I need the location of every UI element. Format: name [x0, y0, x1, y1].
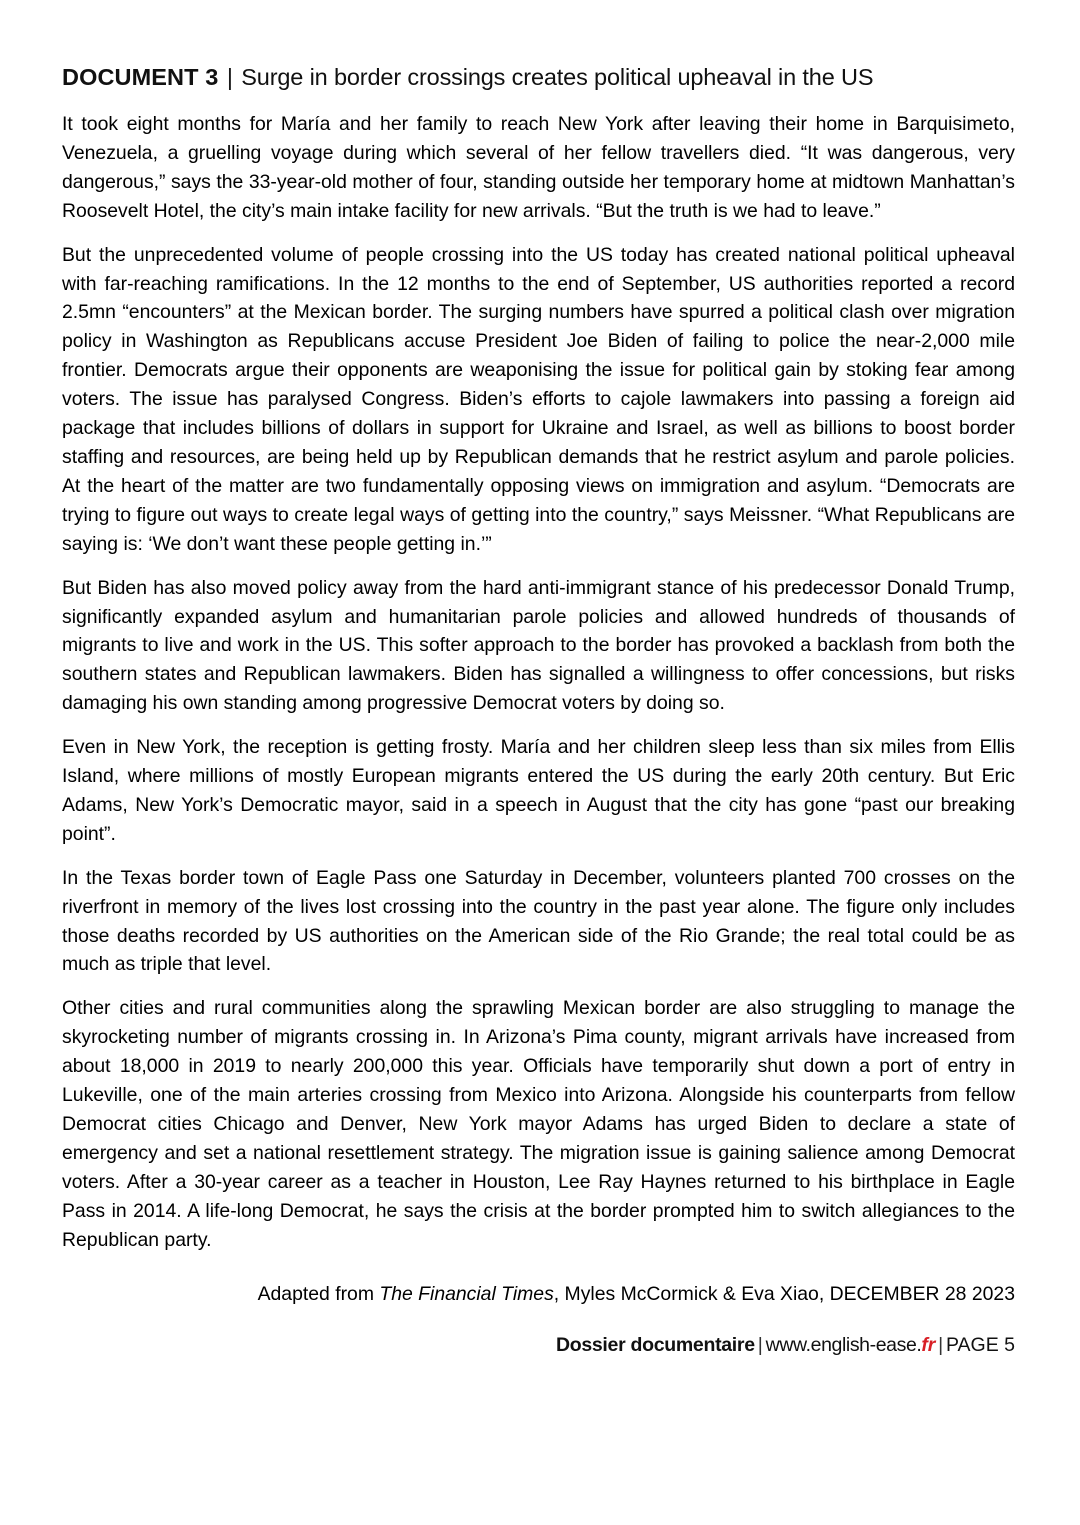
attribution-prefix: Adapted from: [257, 1282, 380, 1305]
attribution-source: The Financial Times: [379, 1282, 554, 1305]
paragraph: It took eight months for María and her family to reach New York after leaving their home in Barquisimeto, Venezuela, a gruelling voyage during which several of her fellow travellers died. “It was dangerous, very dangerous,” says the 33-year-old mother of four, standing outside her temporary home at midtown Manhattan’s Roosevelt Hotel, the city’s main intake facility for new arrivals. “But the truth is we had to leave.”: [62, 113, 1015, 222]
paragraph: Other cities and rural communities along the sprawling Mexican border are also struggling to manage the skyrocketing number of migrants crossing in. In Arizona’s Pima county, migrant arrivals have increased from about 18,000 in 2019 to nearly 200,000 this year. Officials have temporarily shut down a port of entry in Lukeville, one of the main arteries crossing from Mexico into Arizona. Alongside his counterparts from fellow Democrat cities Chicago and Denver, New York mayor Adams has urged Biden to declare a state of emergency and set a national resettlement strategy. The migration issue is gaining salience among Democrat voters. After a 30-year career as a teacher in Houston, Lee Ray Haynes returned to his birthplace in Eagle Pass in 2014. A life-long Democrat, he says the crisis at the border prompted him to switch allegiances to the Republican party.: [62, 997, 1015, 1251]
page-title: [62, 62, 1015, 92]
paragraph: But the unprecedented volume of people crossing into the US today has created national political upheaval with far-reaching ramifications. In the 12 months to the end of September, US authorities reported a record 2.5mn “encounters” at the Mexican border. The surging numbers have spurred a political clash over migration policy in Washington as Republicans accuse President Joe Biden of failing to police the near-2,000 mile frontier. Democrats argue their opponents are weaponising the issue for political gain by stoking fear among voters. The issue has paralysed Congress. Biden’s efforts to cajole lawmakers into passing a foreign aid package that includes billions of dollars in support for Ukraine and Israel, as well as billions to boost border staffing and resources, are being held up by Republican demands that he restrict asylum and parole policies. At the heart of the matter are two fundamentally opposing views on immigration and asylum. “Democrats are trying to figure out ways to create legal ways of getting into the country,” says Meissner. “What Republicans are saying is: ‘We don’t want these people getting in.’”: [62, 243, 1015, 555]
footer-website: www.english-ease.: [765, 1334, 922, 1357]
title-separator: |: [226, 64, 233, 90]
page-footer: [62, 1332, 1015, 1358]
footer-separator-2: |: [938, 1334, 943, 1357]
footer-separator-1: |: [757, 1334, 763, 1357]
footer-page-number: PAGE 5: [945, 1334, 1015, 1357]
attribution-suffix: , Myles McCormick & Eva Xiao, DECEMBER 28 2023: [553, 1282, 1015, 1305]
paragraph: But Biden has also moved policy away from the hard anti-immigrant stance of his predecessor Donald Trump, significantly expanded asylum and humanitarian parole policies and allowed hundreds of thousands of migrants to live and work in the US. This softer approach to the border has provoked a backlash from both the southern states and Republican lawmakers. Biden has signalled a willingness to offer concessions, but risks damaging his own standing among progressive Democrat voters by doing so.: [62, 576, 1015, 715]
document-subject: Surge in border crossings creates political upheaval in the US: [241, 64, 874, 90]
footer-brand: Dossier documentaire: [555, 1334, 755, 1357]
source-attribution: [62, 1280, 1015, 1309]
article-body: [62, 110, 1015, 1255]
footer-tld: fr: [921, 1334, 936, 1357]
paragraph: Even in New York, the reception is getting frosty. María and her children sleep less than six miles from Ellis Island, where millions of mostly European migrants entered the US during the early 20th century. But Eric Adams, New York’s Democratic mayor, said in a speech in August that the city has gone “past our breaking point”.: [62, 736, 1015, 845]
paragraph: In the Texas border town of Eagle Pass one Saturday in December, volunteers planted 700 crosses on the riverfront in memory of the lives lost crossing into the country in the past year alone. The figure only includes those deaths recorded by US authorities on the American side of the Rio Grande; the real total could be as much as triple that level.: [62, 866, 1015, 976]
document-label: DOCUMENT 3: [62, 64, 219, 90]
